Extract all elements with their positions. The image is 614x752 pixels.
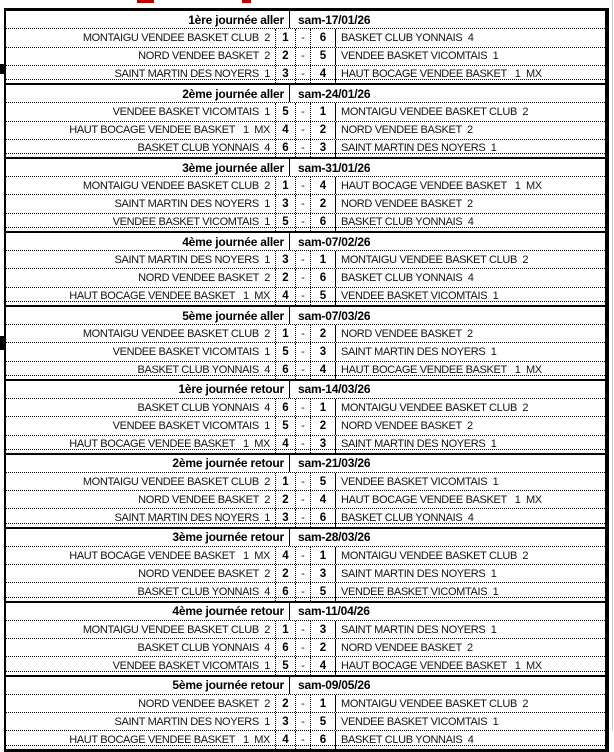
home-position-number-cell[interactable]: 5 (276, 417, 296, 434)
away-position-number-cell[interactable]: 2 (311, 325, 336, 342)
home-position-number-cell[interactable]: 6 (276, 639, 296, 656)
score-dash-cell[interactable]: - (296, 621, 311, 638)
score-dash-cell[interactable]: - (296, 583, 311, 600)
home-position-number-cell[interactable]: 1 (276, 473, 296, 490)
journee-section (6, 157, 605, 231)
match-row (6, 361, 605, 379)
match-row (6, 324, 605, 342)
away-position-number-cell[interactable]: 1 (311, 547, 336, 564)
journee-section (6, 83, 605, 157)
away-team-cell[interactable]: SAINT MARTIN DES NOYERS 1 (341, 142, 497, 155)
away-position-number-cell[interactable]: 5 (311, 473, 336, 490)
home-team-cell[interactable]: HAUT BOCAGE VENDEE BASKET 1 MX (6, 436, 276, 453)
home-team-cell[interactable]: MONTAIGU VENDEE BASKET CLUB 2 (6, 325, 276, 342)
away-team-cell[interactable]: SAINT MARTIN DES NOYERS 1 (341, 623, 497, 636)
home-team-cell[interactable]: SAINT MARTIN DES NOYERS 1 (6, 251, 276, 268)
score-dash-cell[interactable]: - (296, 66, 311, 83)
match-row (6, 656, 605, 674)
score-dash-cell[interactable]: - (296, 177, 311, 194)
home-position-number-cell[interactable]: 4 (276, 122, 296, 139)
away-position-number-cell[interactable]: 4 (311, 177, 336, 194)
score-dash-cell[interactable]: - (296, 547, 311, 564)
away-position-number-cell[interactable]: 2 (311, 639, 336, 656)
match-row (6, 582, 605, 600)
match-row (6, 65, 605, 83)
score-dash-cell[interactable]: - (296, 362, 311, 379)
home-team-cell[interactable]: HAUT BOCAGE VENDEE BASKET 1 MX (6, 288, 276, 305)
away-team-cell[interactable]: BASKET CLUB YONNAIS 4 (341, 31, 474, 44)
away-team-cell[interactable]: MONTAIGU VENDEE BASKET CLUB 2 (341, 549, 529, 562)
journee-title[interactable]: 2ème journée retour (6, 455, 290, 472)
journee-title[interactable]: 2ème journée aller (6, 85, 290, 102)
home-team-cell[interactable]: VENDEE BASKET VICOMTAIS 1 (6, 214, 276, 231)
match-row (6, 28, 605, 46)
home-position-number-cell[interactable]: 2 (276, 695, 296, 712)
score-dash-cell[interactable]: - (296, 269, 311, 286)
home-position-number-cell[interactable]: 6 (276, 399, 296, 416)
home-team-cell[interactable]: SAINT MARTIN DES NOYERS 1 (6, 195, 276, 212)
away-position-number-cell[interactable]: 6 (311, 214, 336, 231)
score-dash-cell[interactable]: - (296, 214, 311, 231)
home-team-cell[interactable]: BASKET CLUB YONNAIS 4 (6, 362, 276, 379)
journee-header-row (6, 677, 605, 694)
score-dash-cell[interactable]: - (296, 48, 311, 65)
score-dash-cell[interactable]: - (296, 103, 311, 120)
away-team-cell[interactable]: BASKET CLUB YONNAIS 4 (341, 512, 474, 525)
home-position-number-cell[interactable]: 3 (276, 251, 296, 268)
away-position-number-cell[interactable]: 3 (311, 621, 336, 638)
match-row (6, 564, 605, 582)
journee-date[interactable]: sam-11/04/26 (298, 604, 370, 619)
journee-section (6, 675, 605, 749)
away-team-cell[interactable]: HAUT BOCAGE VENDEE BASKET 1 MX (341, 659, 542, 672)
away-position-number-cell[interactable]: 3 (311, 436, 336, 453)
journee-section (6, 11, 605, 83)
journee-header-row (6, 307, 605, 324)
away-position-number-cell[interactable]: 1 (311, 251, 336, 268)
home-position-number-cell[interactable]: 4 (276, 731, 296, 748)
home-position-number-cell[interactable]: 2 (276, 48, 296, 65)
away-team-cell[interactable]: VENDEE BASKET VICOMTAIS 1 (341, 586, 499, 599)
match-row (6, 730, 605, 748)
journee-date[interactable]: sam-14/03/26 (298, 382, 371, 397)
journee-section (6, 305, 605, 379)
home-team-cell[interactable]: MONTAIGU VENDEE BASKET CLUB 2 (6, 473, 276, 490)
away-team-cell[interactable]: HAUT BOCAGE VENDEE BASKET 1 MX (341, 364, 542, 377)
away-position-number-cell[interactable]: 1 (311, 103, 336, 120)
home-team-cell[interactable]: HAUT BOCAGE VENDEE BASKET 1 MX (6, 547, 276, 564)
away-team-cell[interactable]: SAINT MARTIN DES NOYERS 1 (341, 567, 497, 580)
away-position-number-cell[interactable]: 2 (311, 417, 336, 434)
journee-section (6, 231, 605, 305)
score-dash-cell[interactable]: - (296, 473, 311, 490)
away-position-number-cell[interactable]: 6 (311, 29, 336, 46)
home-position-number-cell[interactable]: 6 (276, 362, 296, 379)
journee-title[interactable]: 4ème journée aller (6, 233, 290, 250)
journee-header-row (6, 85, 605, 102)
journee-title[interactable]: 4ème journée retour (6, 603, 290, 620)
fixtures-table (4, 8, 609, 752)
journee-title[interactable]: 1ère journée aller (6, 11, 290, 28)
score-dash-cell[interactable]: - (296, 343, 311, 360)
away-team-cell[interactable]: VENDEE BASKET VICOMTAIS 1 (341, 50, 499, 63)
journee-date[interactable]: sam-21/03/26 (298, 456, 371, 471)
match-row (6, 435, 605, 453)
match-row (6, 139, 605, 157)
home-position-number-cell[interactable]: 2 (276, 565, 296, 582)
home-team-cell[interactable]: HAUT BOCAGE VENDEE BASKET 1 MX (6, 122, 276, 139)
score-dash-cell[interactable]: - (296, 695, 311, 712)
column-guide-line (612, 0, 613, 730)
score-dash-cell[interactable]: - (296, 251, 311, 268)
home-position-number-cell[interactable]: 5 (276, 343, 296, 360)
home-position-number-cell[interactable]: 4 (276, 547, 296, 564)
match-row (6, 638, 605, 656)
away-team-cell[interactable]: NORD VENDEE BASKET 2 (341, 198, 473, 211)
cut-off-title-fragment (242, 0, 251, 3)
away-team-cell[interactable]: SAINT MARTIN DES NOYERS 1 (341, 345, 497, 358)
home-position-number-cell[interactable]: 2 (276, 269, 296, 286)
journee-date[interactable]: sam-28/03/26 (298, 530, 371, 545)
journee-title[interactable]: 3ème journée retour (6, 529, 290, 546)
match-row (6, 342, 605, 360)
match-row (6, 472, 605, 490)
away-position-number-cell[interactable]: 4 (311, 66, 336, 83)
home-position-number-cell[interactable]: 5 (276, 103, 296, 120)
home-position-number-cell[interactable]: 1 (276, 177, 296, 194)
journee-header-row (6, 455, 605, 472)
journee-date[interactable]: sam-07/02/26 (298, 234, 371, 249)
home-team-cell[interactable]: SAINT MARTIN DES NOYERS 1 (6, 713, 276, 730)
away-position-number-cell[interactable]: 5 (311, 288, 336, 305)
home-team-cell[interactable]: BASKET CLUB YONNAIS 4 (6, 140, 276, 157)
journee-date[interactable]: sam-09/05/26 (298, 678, 371, 693)
match-row (6, 121, 605, 139)
away-position-number-cell[interactable]: 2 (311, 122, 336, 139)
home-team-cell[interactable]: VENDEE BASKET VICOMTAIS 1 (6, 417, 276, 434)
away-team-cell[interactable]: NORD VENDEE BASKET 2 (341, 641, 473, 654)
journee-section (6, 379, 605, 453)
away-position-number-cell[interactable]: 5 (311, 713, 336, 730)
match-row (6, 268, 605, 286)
home-team-cell[interactable]: VENDEE BASKET VICOMTAIS 1 (6, 343, 276, 360)
journee-date[interactable]: sam-07/03/26 (298, 308, 371, 323)
score-dash-cell[interactable]: - (296, 639, 311, 656)
score-dash-cell[interactable]: - (296, 657, 311, 674)
away-position-number-cell[interactable]: 3 (311, 565, 336, 582)
score-dash-cell[interactable]: - (296, 399, 311, 416)
away-team-cell[interactable]: VENDEE BASKET VICOMTAIS 1 (341, 715, 499, 728)
home-position-number-cell[interactable]: 4 (276, 288, 296, 305)
match-row (6, 508, 605, 526)
away-position-number-cell[interactable]: 4 (311, 491, 336, 508)
home-position-number-cell[interactable]: 1 (276, 621, 296, 638)
home-team-cell[interactable]: BASKET CLUB YONNAIS 4 (6, 399, 276, 416)
away-team-cell[interactable]: MONTAIGU VENDEE BASKET CLUB 2 (341, 253, 529, 266)
score-dash-cell[interactable]: - (296, 713, 311, 730)
home-team-cell[interactable]: SAINT MARTIN DES NOYERS 1 (6, 66, 276, 83)
home-team-cell[interactable]: MONTAIGU VENDEE BASKET CLUB 2 (6, 29, 276, 46)
away-team-cell[interactable]: VENDEE BASKET VICOMTAIS 1 (341, 290, 499, 303)
score-dash-cell[interactable]: - (296, 491, 311, 508)
home-position-number-cell[interactable]: 1 (276, 29, 296, 46)
away-position-number-cell[interactable]: 3 (311, 140, 336, 157)
journee-header-row (6, 603, 605, 620)
match-row (6, 47, 605, 65)
away-position-number-cell[interactable]: 4 (311, 362, 336, 379)
score-dash-cell[interactable]: - (296, 140, 311, 157)
journee-section (6, 601, 605, 675)
away-team-cell[interactable]: NORD VENDEE BASKET 2 (341, 419, 473, 432)
journee-section (6, 453, 605, 527)
score-dash-cell[interactable]: - (296, 565, 311, 582)
score-dash-cell[interactable]: - (296, 122, 311, 139)
home-position-number-cell[interactable]: 3 (276, 195, 296, 212)
away-team-cell[interactable]: HAUT BOCAGE VENDEE BASKET 1 MX (341, 493, 542, 506)
home-team-cell[interactable]: MONTAIGU VENDEE BASKET CLUB 2 (6, 621, 276, 638)
journee-section (6, 527, 605, 601)
journee-date[interactable]: sam-17/01/26 (298, 12, 371, 27)
home-position-number-cell[interactable]: 4 (276, 436, 296, 453)
away-position-number-cell[interactable]: 6 (311, 509, 336, 526)
match-row (6, 416, 605, 434)
match-row (6, 287, 605, 305)
journee-header-row (6, 11, 605, 28)
home-team-cell[interactable]: NORD VENDEE BASKET 2 (6, 48, 276, 65)
away-team-cell[interactable]: MONTAIGU VENDEE BASKET CLUB 2 (341, 105, 529, 118)
journee-date[interactable]: sam-24/01/26 (298, 86, 371, 101)
home-team-cell[interactable]: VENDEE BASKET VICOMTAIS 1 (6, 657, 276, 674)
score-dash-cell[interactable]: - (296, 509, 311, 526)
away-position-number-cell[interactable]: 1 (311, 399, 336, 416)
away-team-cell[interactable]: MONTAIGU VENDEE BASKET CLUB 2 (341, 697, 529, 710)
away-position-number-cell[interactable]: 4 (311, 657, 336, 674)
away-team-cell[interactable]: VENDEE BASKET VICOMTAIS 1 (341, 475, 499, 488)
home-position-number-cell[interactable]: 3 (276, 66, 296, 83)
journee-header-row (6, 233, 605, 250)
home-team-cell[interactable]: NORD VENDEE BASKET 2 (6, 695, 276, 712)
home-team-cell[interactable]: NORD VENDEE BASKET 2 (6, 269, 276, 286)
match-row (6, 694, 605, 712)
home-team-cell[interactable]: BASKET CLUB YONNAIS 4 (6, 639, 276, 656)
score-dash-cell[interactable]: - (296, 288, 311, 305)
score-dash-cell[interactable]: - (296, 731, 311, 748)
away-position-number-cell[interactable]: 5 (311, 583, 336, 600)
away-team-cell[interactable]: MONTAIGU VENDEE BASKET CLUB 2 (341, 401, 529, 414)
score-dash-cell[interactable]: - (296, 29, 311, 46)
home-position-number-cell[interactable]: 5 (276, 657, 296, 674)
match-row (6, 712, 605, 730)
match-row (6, 102, 605, 120)
away-position-number-cell[interactable]: 3 (311, 343, 336, 360)
match-row (6, 250, 605, 268)
journee-header-row (6, 159, 605, 176)
journee-header-row (6, 529, 605, 546)
home-team-cell[interactable]: VENDEE BASKET VICOMTAIS 1 (6, 103, 276, 120)
home-position-number-cell[interactable]: 5 (276, 214, 296, 231)
away-position-number-cell[interactable]: 6 (311, 731, 336, 748)
match-row (6, 490, 605, 508)
journee-title[interactable]: 3ème journée aller (6, 159, 290, 176)
away-team-cell[interactable]: NORD VENDEE BASKET 2 (341, 124, 473, 137)
away-position-number-cell[interactable]: 2 (311, 195, 336, 212)
score-dash-cell[interactable]: - (296, 325, 311, 342)
cut-off-title-fragment (137, 0, 154, 3)
journee-title[interactable]: 5ème journée aller (6, 307, 290, 324)
home-team-cell[interactable]: SAINT MARTIN DES NOYERS 1 (6, 509, 276, 526)
journee-title[interactable]: 5ème journée retour (6, 677, 290, 694)
away-position-number-cell[interactable]: 6 (311, 269, 336, 286)
match-row (6, 546, 605, 564)
home-team-cell[interactable]: MONTAIGU VENDEE BASKET CLUB 2 (6, 177, 276, 194)
away-position-number-cell[interactable]: 1 (311, 695, 336, 712)
away-team-cell[interactable]: BASKET CLUB YONNAIS 4 (341, 216, 474, 229)
away-team-cell[interactable]: NORD VENDEE BASKET 2 (341, 327, 473, 340)
journee-title[interactable]: 1ère journée retour (6, 381, 290, 398)
score-dash-cell[interactable]: - (296, 436, 311, 453)
match-row (6, 176, 605, 194)
home-team-cell[interactable]: BASKET CLUB YONNAIS 4 (6, 583, 276, 600)
match-row (6, 398, 605, 416)
home-team-cell[interactable]: NORD VENDEE BASKET 2 (6, 491, 276, 508)
home-position-number-cell[interactable]: 1 (276, 325, 296, 342)
home-team-cell[interactable]: HAUT BOCAGE VENDEE BASKET 1 MX (6, 731, 276, 748)
score-dash-cell[interactable]: - (296, 195, 311, 212)
away-team-cell[interactable]: BASKET CLUB YONNAIS 4 (341, 272, 474, 285)
away-position-number-cell[interactable]: 5 (311, 48, 336, 65)
home-position-number-cell[interactable]: 6 (276, 140, 296, 157)
away-team-cell[interactable]: HAUT BOCAGE VENDEE BASKET 1 MX (341, 179, 542, 192)
away-team-cell[interactable]: HAUT BOCAGE VENDEE BASKET 1 MX (341, 68, 542, 81)
home-position-number-cell[interactable]: 6 (276, 583, 296, 600)
home-position-number-cell[interactable]: 3 (276, 713, 296, 730)
home-position-number-cell[interactable]: 2 (276, 491, 296, 508)
away-team-cell[interactable]: BASKET CLUB YONNAIS 4 (341, 733, 474, 746)
match-row (6, 213, 605, 231)
journee-date[interactable]: sam-31/01/26 (298, 160, 371, 175)
score-dash-cell[interactable]: - (296, 417, 311, 434)
home-team-cell[interactable]: NORD VENDEE BASKET 2 (6, 565, 276, 582)
match-row (6, 620, 605, 638)
home-position-number-cell[interactable]: 3 (276, 509, 296, 526)
journee-header-row (6, 381, 605, 398)
away-team-cell[interactable]: SAINT MARTIN DES NOYERS 1 (341, 438, 497, 451)
match-row (6, 194, 605, 212)
